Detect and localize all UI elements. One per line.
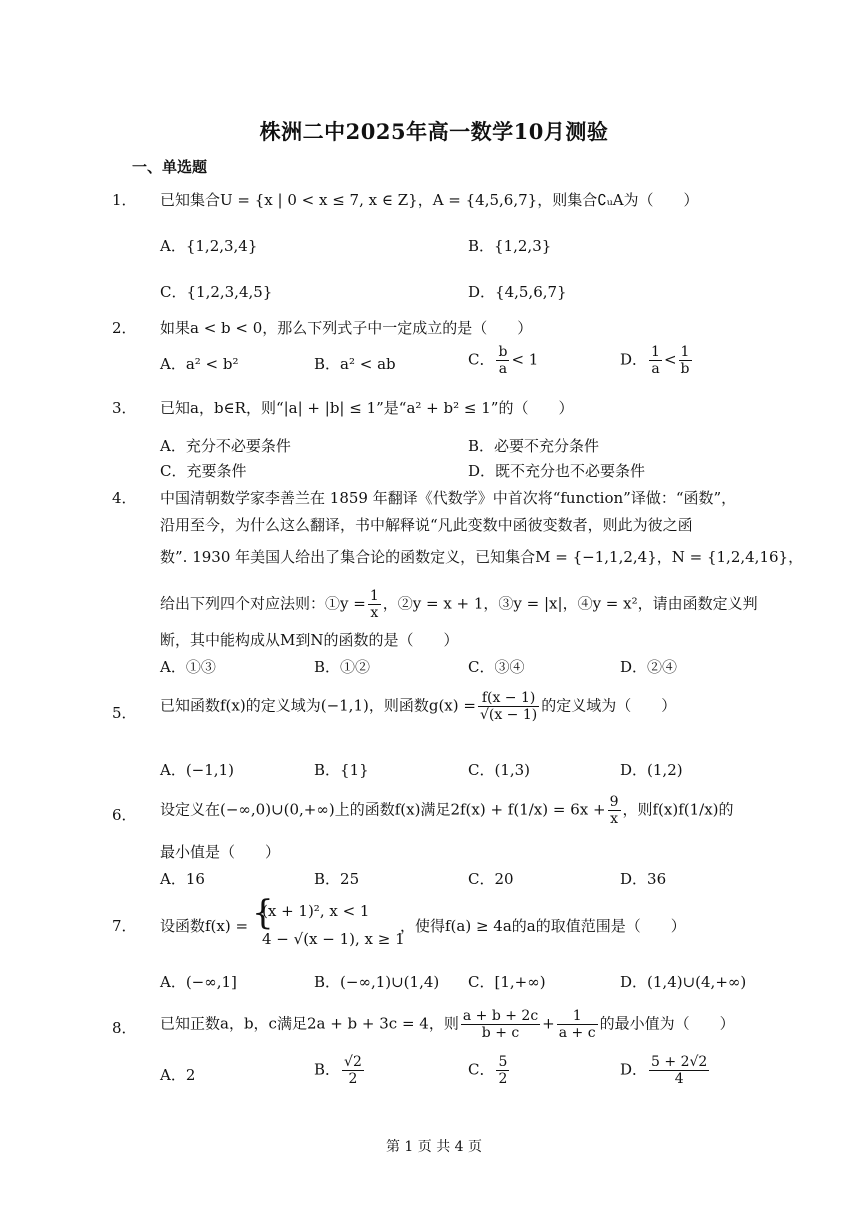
option-label: D． <box>620 1060 648 1079</box>
option-label: C． <box>468 350 495 369</box>
operator: < <box>663 350 677 369</box>
q5-option-c: C．(1,3) <box>468 761 531 779</box>
page-title: 株洲二中2025年高一数学10月测验 <box>259 119 609 144</box>
q3-option-d: D．既不充分也不必要条件 <box>468 462 646 480</box>
fraction <box>342 1054 364 1087</box>
denominator: 2 <box>348 1071 358 1088</box>
numerator: a + b + 2c <box>462 1008 539 1024</box>
q6-option-d: D．36 <box>620 870 667 888</box>
fraction <box>496 344 509 377</box>
q5-option-d: D．(1,2) <box>620 761 683 779</box>
q7-option-d: D．(1,4)∪(4,+∞) <box>620 973 747 991</box>
question-7-stem-start: 设函数f(x) = <box>160 917 249 935</box>
question-5-stem <box>160 690 676 723</box>
question-number: 3． <box>112 399 137 417</box>
denominator: √(x − 1) <box>479 707 538 724</box>
question-number: 6． <box>112 806 137 824</box>
section-heading: 一、单选题 <box>132 158 208 176</box>
denominator: x <box>370 605 379 622</box>
question-6-line: 最小值是（ ） <box>160 843 281 861</box>
q6-option-b: B．25 <box>314 870 360 888</box>
q5-option-a: A．(−1,1) <box>160 761 234 779</box>
fraction <box>478 690 539 723</box>
question-4-line: 沿用至今，为什么这么翻译，书中解释说“凡此变数中函彼变数者，则此为彼之函 <box>160 516 693 534</box>
question-2-stem: 如果a < b < 0，那么下列式子中一定成立的是（ ） <box>160 319 533 337</box>
denominator: a + c <box>558 1025 596 1042</box>
q3-option-a: A．充分不必要条件 <box>160 437 291 455</box>
fraction <box>608 794 621 827</box>
fraction <box>461 1008 540 1041</box>
numerator: 1 <box>557 1008 598 1025</box>
numerator: 9 <box>609 794 619 810</box>
question-1-stem: 已知集合U = {x | 0 < x ≤ 7, x ∈ Z}，A = {4,5,6,7}，则集合∁ᵤA为（ ） <box>160 191 699 209</box>
q6-option-a: A．16 <box>160 870 205 888</box>
q4-option-d: D．②④ <box>620 658 678 676</box>
q7-option-b: B．(−∞,1)∪(1,4) <box>314 973 440 991</box>
operator: + <box>542 1014 555 1033</box>
q8-option-b <box>314 1054 366 1087</box>
numerator: f(x − 1) <box>478 690 539 707</box>
piecewise-case-2: 4 − √(x − 1), x ≥ 1 <box>262 930 405 948</box>
q2-option-a: A．a² < b² <box>160 355 239 373</box>
page-footer: 第 1 页 共 4 页 <box>385 1139 483 1155</box>
denominator: x <box>610 811 618 828</box>
question-3-stem: 已知a，b∈R，则“|a| + |b| ≤ 1”是“a² + b² ≤ 1”的（ ） <box>160 399 574 417</box>
q3-option-b: B．必要不充分条件 <box>468 437 600 455</box>
fraction <box>679 344 692 377</box>
fraction <box>496 1054 509 1087</box>
question-number: 4． <box>112 489 137 507</box>
denominator: b <box>680 361 690 378</box>
numerator: b <box>498 344 508 360</box>
option-label: B． <box>314 1060 341 1079</box>
option-label: C． <box>468 1060 495 1079</box>
denominator: a <box>498 361 508 378</box>
question-number: 5． <box>112 704 137 722</box>
q6-option-c: C．20 <box>468 870 514 888</box>
option-suffix: < 1 <box>511 350 539 369</box>
text-run: ，②y = x + 1，③y = |x|，④y = x²，请由函数定义判 <box>382 594 758 613</box>
piecewise-case-1: (x + 1)², x < 1 <box>262 902 370 920</box>
q2-option-b: B．a² < ab <box>314 355 396 373</box>
numerator: 1 <box>679 344 692 361</box>
numerator: 5 + 2√2 <box>651 1054 708 1070</box>
text-run: 的定义域为（ ） <box>541 696 677 715</box>
q4-option-a: A．①③ <box>160 658 216 676</box>
question-4-line <box>160 588 758 621</box>
text-run: ，则f(x)f(1/x)的 <box>622 800 734 819</box>
q7-option-a: A．(−∞,1] <box>160 973 237 991</box>
numerator: 1 <box>651 344 660 360</box>
question-4-line: 中国清朝数学家李善兰在 1859 年翻译《代数学》中首次将“function”译做：“函数”， <box>160 489 737 507</box>
q1-option-b: B．{1,2,3} <box>468 237 552 255</box>
fraction <box>649 344 662 377</box>
denominator: a <box>651 361 660 378</box>
denominator: b + c <box>481 1025 520 1042</box>
text-run: 已知正数a，b，c满足2a + b + 3c = 4，则 <box>160 1014 459 1033</box>
q2-option-d <box>620 344 694 377</box>
brace-symbol: { <box>252 893 274 933</box>
q2-option-c <box>468 344 538 377</box>
q1-option-d: D．{4,5,6,7} <box>468 283 567 301</box>
denominator: 2 <box>498 1071 508 1088</box>
numerator: √2 <box>344 1054 362 1070</box>
question-number: 2． <box>112 319 137 337</box>
question-number: 7． <box>112 917 137 935</box>
question-4-line: 断，其中能构成从M到N的函数的是（ ） <box>160 631 459 649</box>
question-6-stem <box>160 794 734 827</box>
text-run: 的最小值为（ ） <box>599 1014 735 1033</box>
text-run: 已知函数f(x)的定义域为(−1,1)，则函数g(x) = <box>160 696 476 715</box>
q1-option-a: A．{1,2,3,4} <box>160 237 258 255</box>
question-8-stem <box>160 1008 735 1041</box>
q8-option-d <box>620 1054 711 1087</box>
q4-option-c: C．③④ <box>468 658 525 676</box>
question-number: 8． <box>112 1019 137 1037</box>
question-4-line: 数”. 1930 年美国人给出了集合论的函数定义，已知集合M = {−1,1,2,4}，N = {1,2,4,16}， <box>160 548 804 566</box>
option-label: D． <box>620 350 648 369</box>
q3-option-c: C．充要条件 <box>160 462 247 480</box>
question-number: 1． <box>112 191 137 209</box>
q8-option-c <box>468 1054 511 1087</box>
q5-option-b: B．{1} <box>314 761 369 779</box>
fraction <box>649 1054 709 1087</box>
q7-option-c: C．[1,+∞) <box>468 973 546 991</box>
q4-option-b: B．①② <box>314 658 371 676</box>
fraction <box>557 1008 598 1041</box>
question-7-stem-end: ，使得f(a) ≥ 4a的a的取值范围是（ ） <box>400 917 686 935</box>
fraction <box>368 588 381 621</box>
numerator: 5 <box>498 1054 508 1070</box>
denominator: 4 <box>674 1071 684 1088</box>
q1-option-c: C．{1,2,3,4,5} <box>160 283 273 301</box>
q8-option-a: A．2 <box>160 1066 196 1084</box>
numerator: 1 <box>369 588 379 604</box>
text-run: 设定义在(−∞,0)∪(0,+∞)上的函数f(x)满足2f(x) + f(1/x) = 6x + <box>160 800 606 819</box>
text-run: 给出下列四个对应法则：①y = <box>160 594 366 613</box>
